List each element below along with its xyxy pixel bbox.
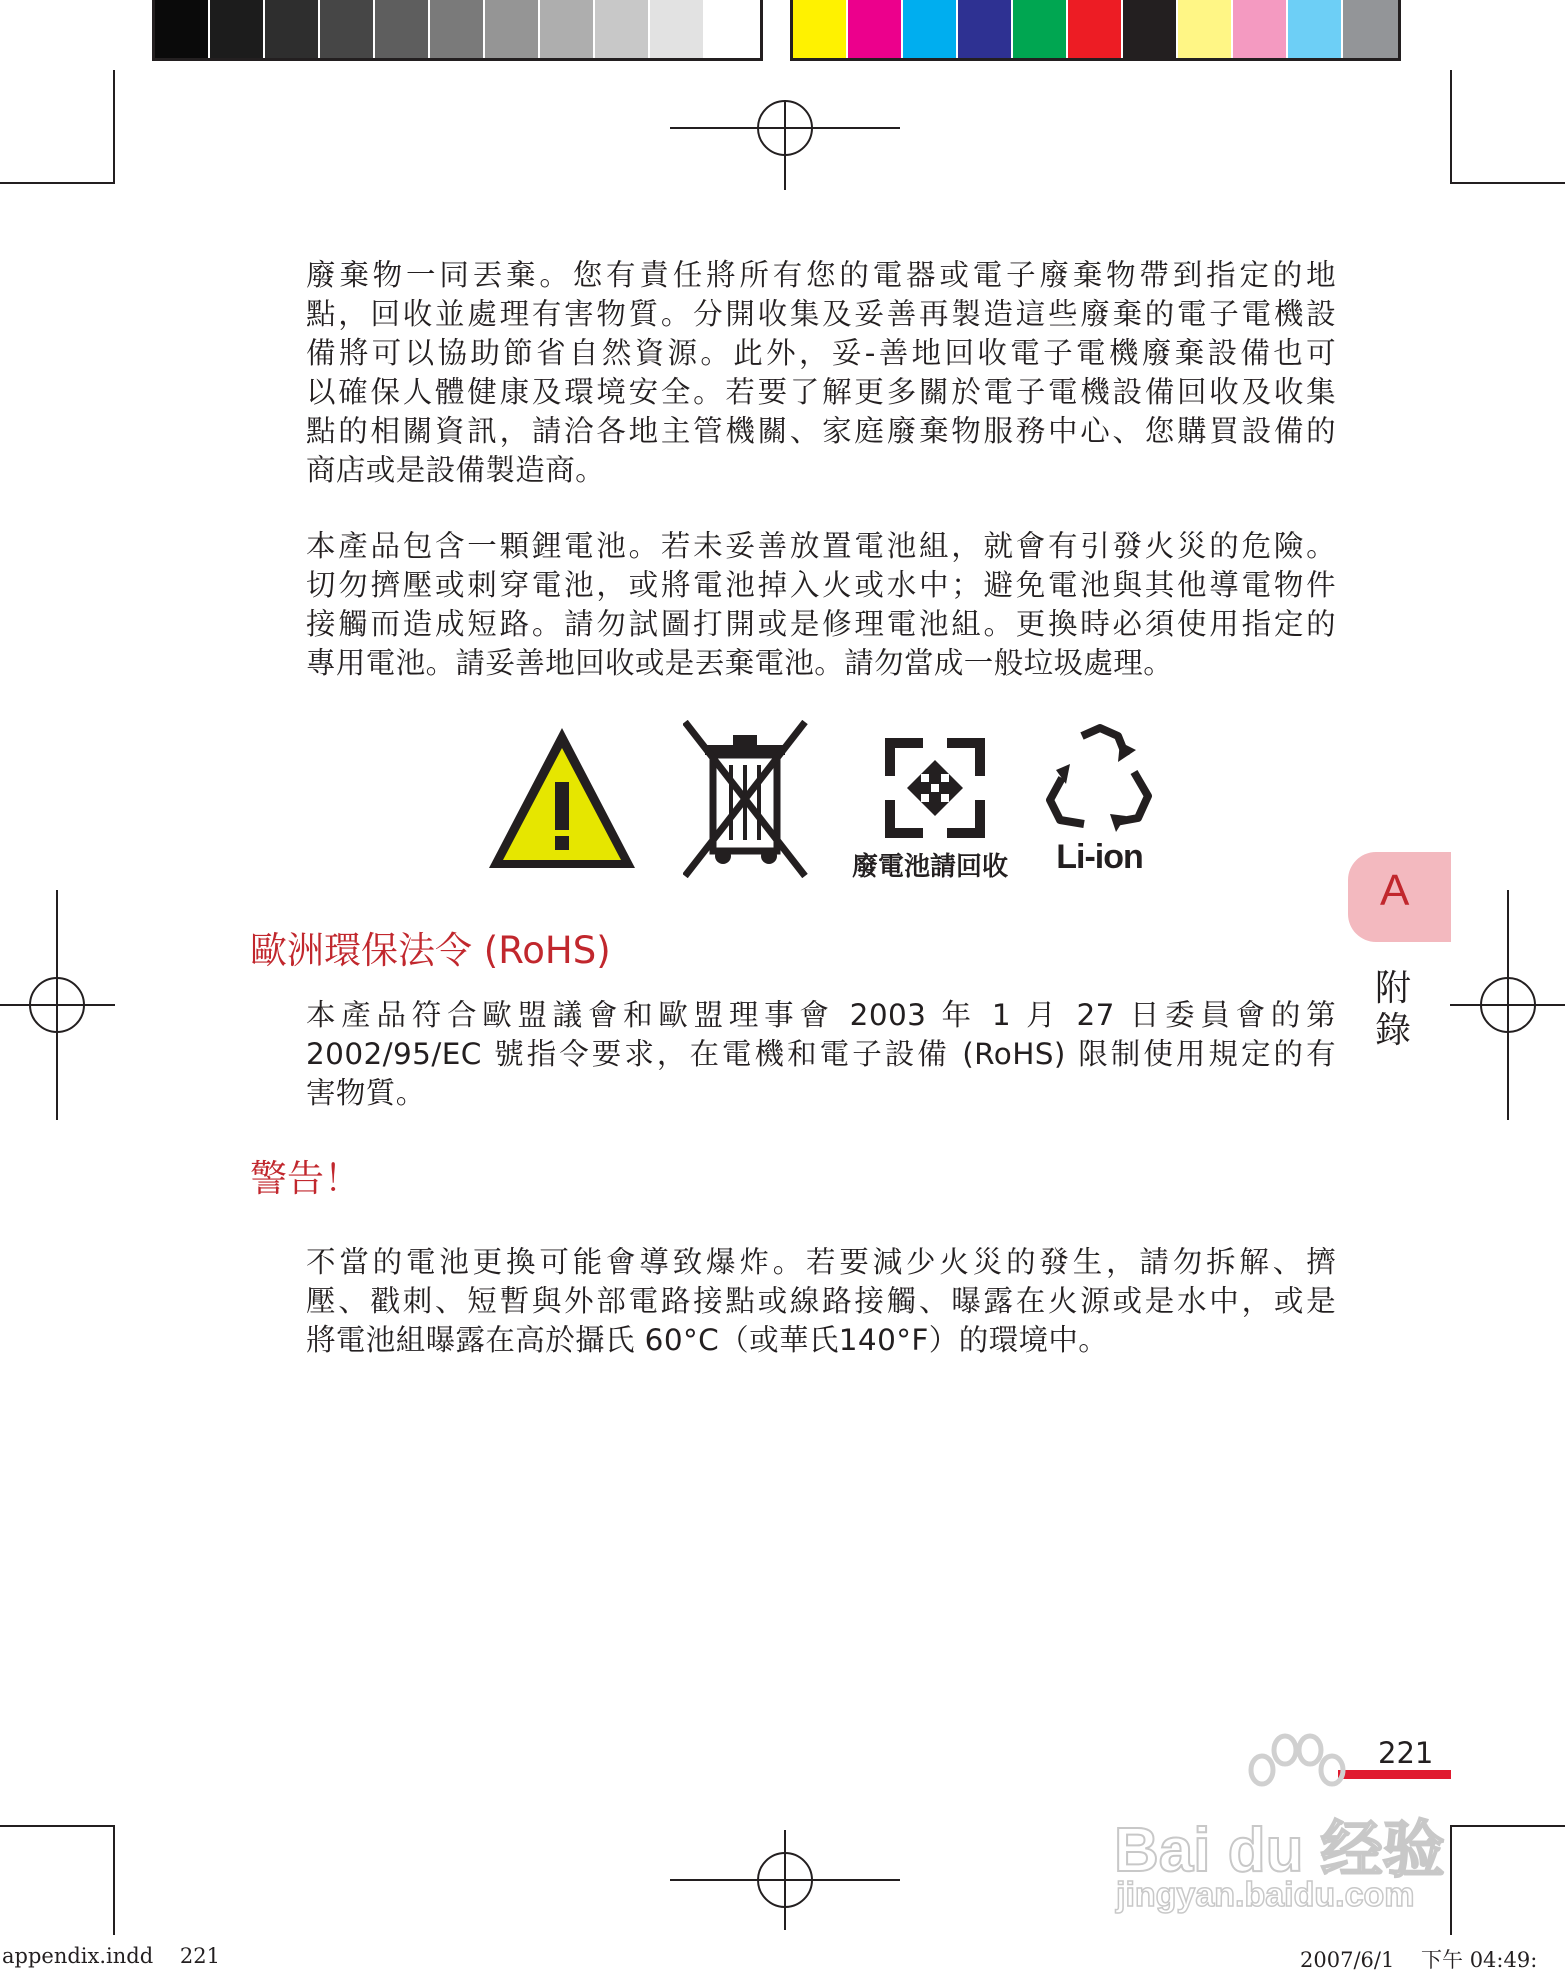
text-line: 將電池組曝露在高於攝氏 60°C（或華氏140°F）的環境中。 — [306, 1323, 1109, 1357]
text-line: 以確保人體健康及環境安全。若要了解更多關於電子電機設備回收及收集 — [306, 375, 1336, 409]
process-color-bar — [790, 0, 1401, 61]
text-line: 備將可以協助節省自然資源。此外，妥-善地回收電子電機廢棄設備也可 — [306, 336, 1336, 370]
color-swatch — [903, 0, 958, 58]
paragraph-warning — [306, 1243, 1336, 1360]
text-line: 壓、戳刺、短暫與外部電路接點或線路接觸、曝露在火源或是水中，或是 — [306, 1284, 1336, 1318]
text-line: 不當的電池更換可能會導致爆炸。若要減少火災的發生，請勿拆解、擠 — [306, 1245, 1336, 1279]
color-swatch — [1123, 0, 1178, 58]
appendix-vertical-label — [1373, 968, 1413, 1052]
text-line: 2002/95/EC 號指令要求，在電機和電子設備 (RoHS) 限制使用規定的有 — [306, 1037, 1336, 1071]
battery-recycle-badge — [840, 720, 1020, 882]
text-line: 點，回收並處理有害物質。分開收集及妥善再製造這些廢棄的電子電機設 — [306, 297, 1336, 331]
gray-swatch — [705, 0, 760, 58]
slug-file-info: appendix.indd 221 — [2, 1944, 220, 1968]
text-line: 專用電池。請妥善地回收或是丟棄電池。請勿當成一般垃圾處理。 — [306, 646, 1174, 680]
text-line: 商店或是設備製造商。 — [306, 453, 606, 487]
page-number: 221 — [1378, 1736, 1434, 1770]
paragraph-rohs — [306, 996, 1336, 1113]
warning-heading: 警告！ — [250, 1157, 361, 1200]
crossed-out-bin-icon — [683, 720, 808, 878]
gray-swatch — [210, 0, 265, 58]
recycle-battery-label: 廢電池請回收 — [851, 852, 1008, 882]
registration-mark-bottom — [670, 1830, 900, 1930]
safety-icons-row — [485, 720, 1165, 880]
crop-mark-bl-v — [113, 1825, 115, 1935]
four-arrows-recycle-icon — [885, 738, 985, 838]
paragraph-recycling — [306, 256, 1336, 490]
appendix-label-char: 附 — [1374, 968, 1411, 1009]
text-line: 本產品包含一顆鋰電池。若未妥善放置電池組，就會有引發火災的危險。 — [306, 529, 1336, 563]
gray-swatch — [375, 0, 430, 58]
color-swatch — [1343, 0, 1398, 58]
gray-swatch — [485, 0, 540, 58]
slug-date-info: 2007/6/1 下午 04:49: — [1300, 1948, 1538, 1972]
gray-swatch — [320, 0, 375, 58]
paragraph-battery — [306, 527, 1336, 683]
text-line: 本產品符合歐盟議會和歐盟理事會 2003 年 1 月 27 日委員會的第 — [306, 998, 1336, 1032]
liion-recycle-badge — [1037, 720, 1162, 878]
crop-mark-tr-v — [1450, 70, 1452, 182]
appendix-tab-letter: A — [1380, 866, 1410, 915]
color-swatch — [1013, 0, 1068, 58]
warning-triangle-icon — [485, 720, 640, 875]
color-swatch — [1233, 0, 1288, 58]
color-swatch — [793, 0, 848, 58]
gray-swatch — [650, 0, 705, 58]
recycle-arrows-icon — [1042, 720, 1157, 838]
liion-label: Li-ion — [1056, 838, 1143, 876]
appendix-label-char: 錄 — [1374, 1010, 1411, 1051]
text-line: 廢棄物一同丟棄。您有責任將所有您的電器或電子廢棄物帶到指定的地 — [306, 258, 1336, 292]
text-line: 害物質。 — [306, 1076, 426, 1110]
registration-mark-left — [0, 890, 115, 1120]
baidu-watermark — [1090, 1730, 1470, 1920]
grayscale-color-bar — [152, 0, 763, 61]
crop-mark-tr-h — [1450, 182, 1565, 184]
crop-mark-tl-v — [113, 70, 115, 182]
watermark-url: jingyan.baidu.com — [1116, 1876, 1415, 1914]
gray-swatch — [540, 0, 595, 58]
watermark-brand: Bai du 经验 — [1114, 1816, 1445, 1885]
gray-swatch — [155, 0, 210, 58]
paw-icon — [1240, 1730, 1350, 1810]
text-line: 點的相關資訊，請洽各地主管機關、家庭廢棄物服務中心、您購買設備的 — [306, 414, 1336, 448]
rohs-heading: 歐洲環保法令 (RoHS) — [250, 929, 611, 972]
registration-mark-right — [1450, 890, 1565, 1120]
color-swatch — [958, 0, 1013, 58]
gray-swatch — [595, 0, 650, 58]
crop-mark-tl-h — [0, 182, 115, 184]
crop-mark-bl-h — [0, 1825, 115, 1827]
text-line: 切勿擠壓或刺穿電池，或將電池掉入火或水中；避免電池與其他導電物件 — [306, 568, 1336, 602]
color-swatch — [848, 0, 903, 58]
registration-mark-top — [670, 100, 900, 190]
gray-swatch — [430, 0, 485, 58]
color-swatch — [1288, 0, 1343, 58]
gray-swatch — [265, 0, 320, 58]
color-swatch — [1068, 0, 1123, 58]
text-line: 接觸而造成短路。請勿試圖打開或是修理電池組。更換時必須使用指定的 — [306, 607, 1336, 641]
color-swatch — [1178, 0, 1233, 58]
appendix-tab — [1348, 852, 1451, 942]
